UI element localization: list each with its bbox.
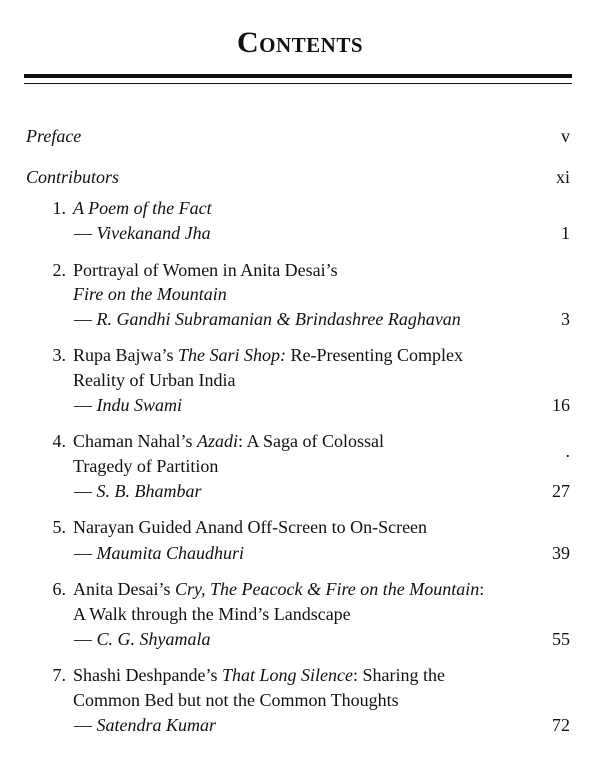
entry-3-number: 3. [52, 345, 66, 365]
entry-6-author-name: C. G. Shyamala [96, 629, 211, 649]
entry-3-title-c: Re-Presenting Complex [286, 345, 463, 365]
dash: — [74, 629, 92, 649]
entry-7-title-line2: Common Bed but not the Common Thoughts [73, 690, 399, 710]
page-title: Contents [236, 26, 364, 59]
entry-6-number: 6. [52, 579, 66, 599]
entry-3-title [44, 344, 463, 366]
entry-3-title-b: The Sari Shop: [178, 345, 286, 365]
preface-label: Preface [26, 126, 82, 146]
entry-4-title-c: : A Saga of Colossal [238, 431, 385, 451]
entry-5-author [74, 542, 244, 564]
entry-7-title [44, 664, 445, 686]
entry-6-title [44, 578, 484, 600]
entry-3-title-line2: Reality of Urban India [73, 370, 236, 390]
title-rule-thick [24, 74, 572, 78]
entry-7-title-b: That Long Silence [221, 665, 353, 685]
contributors-label: Contributors [26, 167, 120, 187]
entry-3-author-name: Indu Swami [96, 395, 182, 415]
entry-4-number: 4. [52, 431, 66, 451]
preface-page: v [561, 126, 570, 146]
entry-1-number: 1. [52, 198, 66, 218]
entry-2-author-name: R. Gandhi Subramanian & Brindashree Raghavan [96, 309, 461, 329]
dash: — [74, 481, 92, 501]
entry-7-number: 7. [52, 665, 66, 685]
dash: — [74, 715, 92, 735]
entry-4-author [74, 480, 202, 502]
entry-1-page: 1 [561, 223, 570, 243]
entry-4-title-a: Chaman Nahal’s [73, 431, 197, 451]
entry-1-title [44, 197, 212, 219]
entry-4-title-line2: Tragedy of Partition [73, 456, 219, 476]
dash: — [74, 309, 92, 329]
entry-4-stray-mark: . [565, 441, 570, 461]
entry-2-title-line2: Fire on the Mountain [73, 284, 227, 304]
entry-6-title-line2: A Walk through the Mind’s Landscape [73, 604, 351, 624]
entry-4-title-b: Azadi [196, 431, 238, 451]
entry-4-page: 27 [552, 481, 570, 501]
entry-2-number: 2. [52, 260, 66, 280]
entry-2-author [74, 308, 461, 330]
entry-6-author [74, 628, 211, 650]
entry-2-title-line1: Portrayal of Women in Anita Desai’s [73, 260, 338, 280]
entry-1-author-name: Vivekanand Jha [96, 223, 211, 243]
entry-7-title-c: : Sharing the [352, 665, 445, 685]
entry-4-author-name: S. B. Bhambar [96, 481, 202, 501]
entry-3-title-a: Rupa Bajwa’s [73, 345, 178, 365]
entry-5-number: 5. [52, 517, 66, 537]
entry-6-page: 55 [552, 629, 570, 649]
entry-6-title-a: Anita Desai’s [73, 579, 175, 599]
entry-2-title [44, 259, 338, 281]
entry-6-title-c: : [479, 579, 485, 599]
entry-7-author [74, 714, 216, 736]
dash: — [74, 543, 92, 563]
entry-3-page: 16 [552, 395, 570, 415]
entry-5-title-text: Narayan Guided Anand Off-Screen to On-Screen [73, 517, 428, 537]
dash: — [74, 395, 92, 415]
contributors-page: xi [555, 167, 570, 187]
entry-7-page: 72 [552, 715, 570, 735]
entry-5-title [44, 516, 427, 538]
entry-1-title-text: A Poem of the Fact [73, 198, 212, 218]
entry-6-title-b: Cry, The Peacock & Fire on the Mountain [174, 579, 480, 599]
entry-7-title-a: Shashi Deshpande’s [73, 665, 222, 685]
dash: — [74, 223, 92, 243]
entry-2-page: 3 [561, 309, 570, 329]
entry-4-title [44, 430, 384, 452]
title-rule-thin [24, 83, 572, 84]
entry-5-author-name: Maumita Chaudhuri [96, 543, 245, 563]
entry-1-author [74, 222, 211, 244]
entry-5-page: 39 [552, 543, 570, 563]
entry-3-author [74, 394, 182, 416]
entry-7-author-name: Satendra Kumar [96, 715, 217, 735]
